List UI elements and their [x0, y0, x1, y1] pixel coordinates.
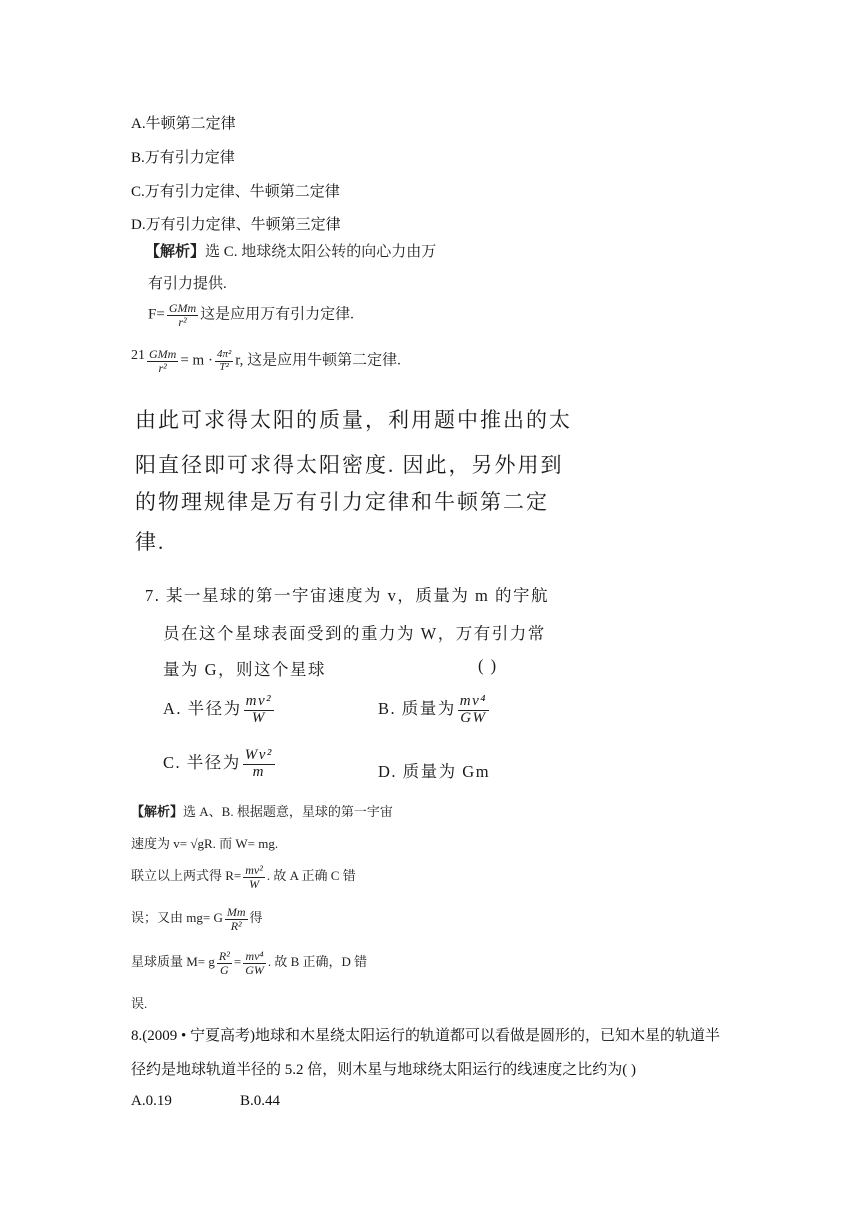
q8-line1: 8.(2009 • 宁夏高考)地球和木星绕太阳运行的轨道都可以看做是圆形的，已知木星的轨道半 [131, 1028, 720, 1044]
fraction: $\frac{\text{4π²}}{\text{T²}}$ [216, 348, 232, 373]
q7-line1: 7. 某一星球的第一宇宙速度为 v，质量为 m 的宇航 [145, 586, 549, 605]
option-c: C.万有引力定律、牛顿第二定律 [131, 184, 340, 200]
conclusion-line3: 的物理规律是万有引力定律和牛顿第二定 [135, 490, 549, 514]
analysis2-line3 [131, 864, 356, 890]
fraction: $\frac{\text{mv²}}{W}$ [245, 693, 273, 726]
analysis2-line2: 速度为 v= √gR. 而 W= mg. [131, 836, 279, 851]
fraction: $\frac{\text{mv²}}{W}$ [245, 863, 263, 891]
formula-text: 得 [249, 910, 263, 926]
analysis1-line1 [145, 240, 436, 261]
fraction: $\frac{\text{GMm}}{\text{r²}}$ [168, 301, 197, 329]
option-label: C. 半径为 [163, 753, 241, 773]
analysis1-line4 [131, 348, 401, 374]
q8-option-b: B.0.44 [240, 1093, 281, 1109]
conclusion-line2: 阳直径即可求得太阳密度. 因此，另外用到 [135, 453, 564, 477]
analysis2-text: 选 A、B. 根据题意，星球的第一宇宙 [183, 804, 393, 819]
formula-text: 这是应用万有引力定律. [200, 306, 354, 323]
q7-line2: 员在这个星球表面受到的重力为 W，万有引力常 [163, 624, 546, 643]
formula-text: . 故 B 正确，D 错 [267, 954, 368, 970]
option-a: A.牛顿第二定律 [131, 116, 236, 132]
fraction: $\frac{\text{R²}}{G}$ [218, 949, 230, 977]
analysis1-text: 选 C. 地球绕太阳公转的向心力由万 [205, 244, 437, 260]
analysis2-line6: 误. [131, 996, 148, 1011]
q8-line2: 径约是地球轨道半径的 5.2 倍，则木星与地球绕太阳运行的线速度之比约为( ) [131, 1062, 636, 1078]
fraction: $\frac{\text{mv⁴}}{GW}$ [245, 949, 264, 977]
formula-text: r, 这是应用牛顿第二定律. [235, 352, 401, 369]
formula-text: 联立以上两式得 R= [131, 868, 242, 884]
analysis2-line4 [131, 906, 263, 932]
analysis1-line2: 有引力提供. [148, 276, 227, 292]
q7-option-d: D. 质量为 Gm [378, 762, 491, 781]
analysis2-line5 [131, 950, 367, 976]
formula-text: 星球质量 M= g [131, 954, 215, 970]
q7-answer-paren: ( ) [478, 656, 498, 675]
analysis2-line1 [131, 801, 393, 820]
q7-option-b [378, 694, 491, 727]
formula-text: = [233, 954, 242, 970]
formula-text: . 故 A 正确 C 错 [266, 868, 356, 884]
conclusion-line4: 律. [135, 530, 166, 554]
formula-text: = m · [180, 352, 213, 369]
fraction: $\frac{\text{Wv²}}{m}$ [244, 747, 273, 780]
q8-option-a: A.0.19 [131, 1093, 172, 1109]
option-label: B. 质量为 [378, 699, 456, 719]
analysis-tag: 【解析】 [131, 804, 184, 819]
q7-option-c [163, 748, 277, 781]
option-b: B.万有引力定律 [131, 150, 235, 166]
analysis1-line3 [148, 302, 354, 328]
conclusion-line1: 由此可求得太阳的质量，利用题中推出的太 [135, 408, 572, 432]
fraction: $\frac{\text{GMm}}{\text{r²}}$ [149, 347, 177, 375]
fraction: $\frac{Mm}{\text{R²}}$ [226, 905, 246, 933]
q7-option-a [163, 694, 276, 727]
formula-prefix: F= [148, 306, 165, 323]
formula-text: 误；又由 mg= G [131, 910, 223, 926]
option-label: A. 半径为 [163, 699, 242, 719]
q7-line3: 量为 G，则这个星球 [163, 660, 327, 679]
stray-number: 21 [131, 348, 145, 363]
option-d: D.万有引力定律、牛顿第三定律 [131, 217, 341, 233]
analysis-tag: 【解析】 [145, 244, 206, 260]
fraction: $\frac{\text{mv⁴}}{GW}$ [459, 693, 487, 726]
